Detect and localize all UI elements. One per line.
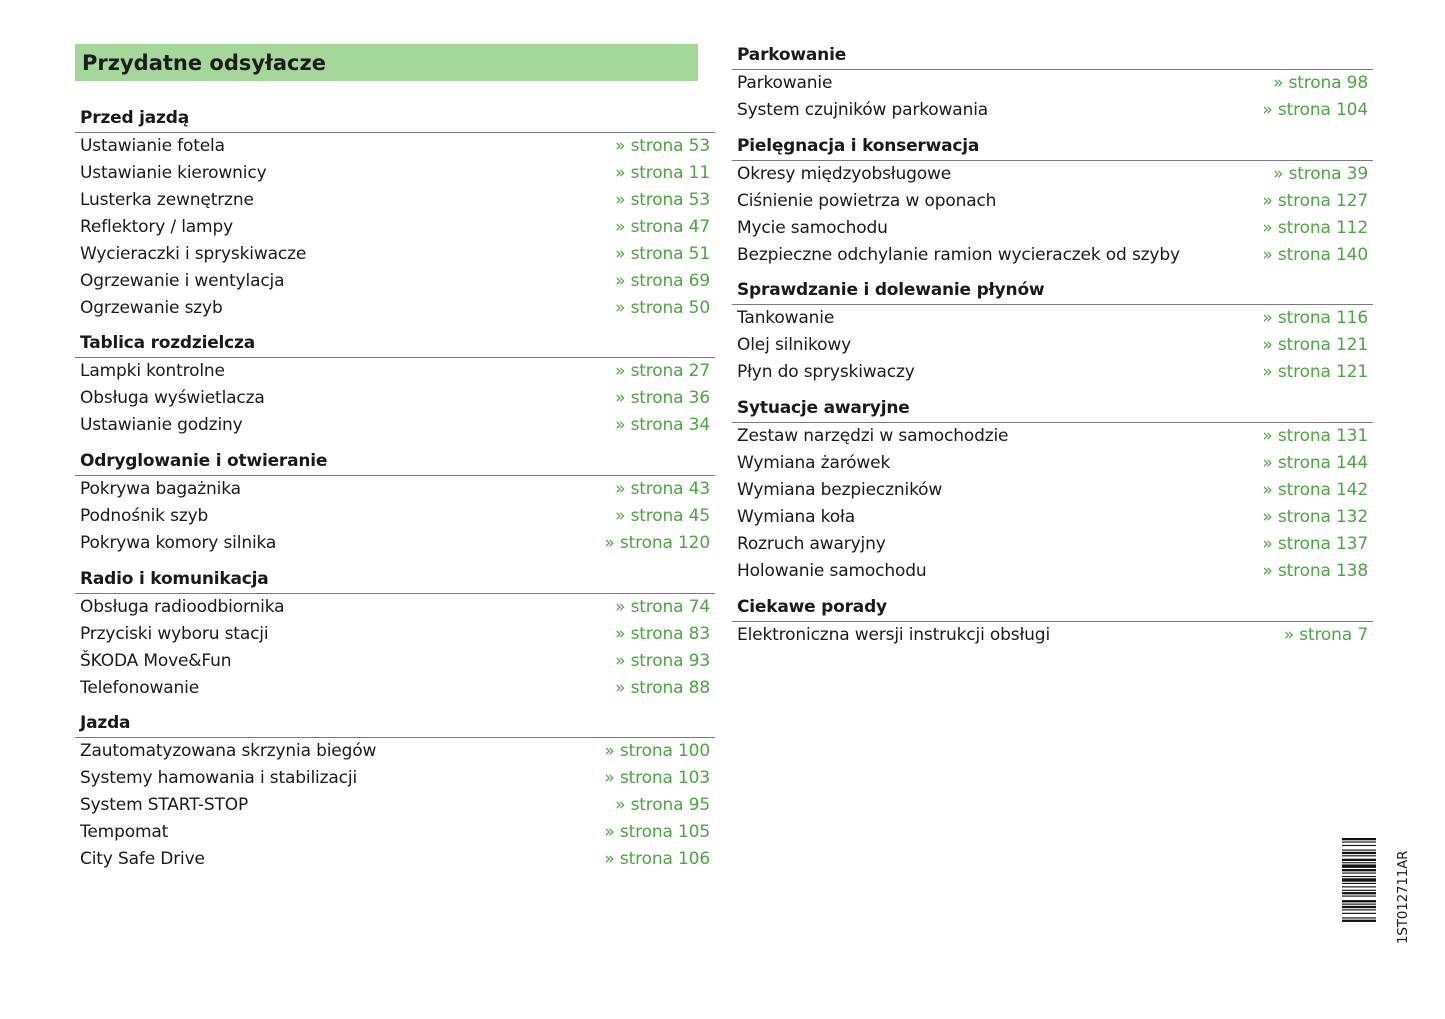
item-label: Pokrywa komory silnika [80, 533, 277, 553]
barcode-bar [1342, 852, 1376, 854]
page-reference-link[interactable]: » strona 39 [1273, 164, 1368, 184]
section-parkowanie [732, 43, 1373, 124]
page-reference-link[interactable]: » strona 100 [604, 741, 710, 761]
list-item [75, 295, 715, 322]
page-reference-link[interactable]: » strona 132 [1262, 507, 1368, 527]
list-item [732, 359, 1373, 386]
barcode-bar [1342, 904, 1376, 905]
item-label: Lampki kontrolne [80, 361, 225, 381]
page-reference-link[interactable]: » strona 93 [615, 651, 710, 671]
barcode-bar [1342, 883, 1376, 884]
item-label: Pokrywa bagażnika [80, 479, 241, 499]
barcode-bar [1342, 920, 1376, 922]
item-label: Reflektory / lampy [80, 217, 234, 237]
list-item [75, 503, 715, 530]
section-odryglowanie-i-otwieranie [75, 449, 715, 557]
list-item [732, 558, 1373, 585]
page-reference-link[interactable]: » strona 138 [1262, 561, 1368, 581]
item-label: Ustawianie fotela [80, 136, 225, 156]
page-reference-link[interactable]: » strona 53 [615, 190, 710, 210]
item-label: Parkowanie [737, 73, 833, 93]
item-label: Ogrzewanie szyb [80, 298, 223, 318]
document-code: 1ST012711AR [1395, 850, 1411, 944]
list-item [732, 332, 1373, 359]
list-item [75, 214, 715, 241]
page-reference-link[interactable]: » strona 116 [1262, 308, 1368, 328]
section-ciekawe-porady [732, 595, 1373, 649]
list-item [732, 188, 1373, 215]
section-header: Jazda [75, 711, 715, 738]
section-header: Ciekawe porady [732, 595, 1373, 622]
list-item [75, 765, 715, 792]
item-label: System czujników parkowania [737, 100, 989, 120]
section-jazda [75, 711, 715, 873]
list-item [732, 504, 1373, 531]
item-label: Telefonowanie [80, 678, 200, 698]
page-reference-link[interactable]: » strona 69 [615, 271, 710, 291]
item-label: Wymiana koła [737, 507, 855, 527]
item-label: Ogrzewanie i wentylacja [80, 271, 285, 291]
section-tablica-rozdzielcza [75, 331, 715, 439]
item-label: Podnośnik szyb [80, 506, 209, 526]
page-reference-link[interactable]: » strona 88 [615, 678, 710, 698]
list-item [75, 241, 715, 268]
section-sprawdzanie-i-dolewanie-plynow [732, 278, 1373, 386]
page-reference-link[interactable]: » strona 95 [615, 795, 710, 815]
list-item [75, 358, 715, 385]
list-item [732, 305, 1373, 332]
list-item [732, 215, 1373, 242]
barcode-bar [1342, 892, 1376, 894]
list-item [732, 531, 1373, 558]
item-label: Olej silnikowy [737, 335, 851, 355]
page-reference-link[interactable]: » strona 105 [604, 822, 710, 842]
section-header: Sprawdzanie i dolewanie płynów [732, 278, 1373, 305]
list-item [75, 385, 715, 412]
barcode-bar [1342, 900, 1376, 902]
barcode-bar [1342, 878, 1376, 881]
page-title-banner [75, 44, 698, 81]
barcode-bar [1342, 864, 1376, 867]
section-header: Parkowanie [732, 43, 1373, 70]
list-item [75, 792, 715, 819]
barcode-bar [1342, 862, 1376, 863]
item-label: Lusterka zewnętrzne [80, 190, 254, 210]
page-reference-link[interactable]: » strona 137 [1262, 534, 1368, 554]
list-item [75, 133, 715, 160]
barcode-bar [1342, 913, 1376, 914]
item-label: Wymiana bezpieczników [737, 480, 943, 500]
page-reference-link[interactable]: » strona 27 [615, 361, 710, 381]
section-header: Tablica rozdzielcza [75, 331, 715, 358]
item-label: Ciśnienie powietrza w oponach [737, 191, 997, 211]
page-reference-link[interactable]: » strona 142 [1262, 480, 1368, 500]
barcode-icon [1342, 838, 1376, 973]
barcode-bar [1342, 838, 1376, 840]
list-item [732, 70, 1373, 97]
page-reference-link[interactable]: » strona 120 [604, 533, 710, 553]
section-sytuacje-awaryjne [732, 396, 1373, 585]
item-label: Bezpieczne odchylanie ramion wycieraczek od szyby [737, 245, 1180, 265]
barcode-bar [1342, 886, 1376, 887]
barcode-bar [1342, 841, 1376, 842]
list-item [75, 819, 715, 846]
page-reference-link[interactable]: » strona 121 [1262, 335, 1368, 355]
list-item [75, 412, 715, 439]
list-item [732, 242, 1373, 269]
barcode-bar [1342, 855, 1376, 856]
page-reference-link[interactable]: » strona 98 [1273, 73, 1368, 93]
page-reference-link[interactable]: » strona 53 [615, 136, 710, 156]
section-przed-jazda [75, 106, 715, 322]
item-label: ŠKODA Move&Fun [80, 651, 232, 671]
item-label: Tankowanie [737, 308, 835, 328]
item-label: Systemy hamowania i stabilizacji [80, 768, 358, 788]
list-item [75, 594, 715, 621]
page-reference-link[interactable]: » strona 34 [615, 415, 710, 435]
item-label: Mycie samochodu [737, 218, 888, 238]
page-reference-link[interactable]: » strona 74 [615, 597, 710, 617]
page-reference-link[interactable]: » strona 103 [604, 768, 710, 788]
page-reference-link[interactable]: » strona 43 [615, 479, 710, 499]
barcode-bar [1342, 896, 1376, 897]
barcode-bar [1342, 876, 1376, 877]
page-reference-link[interactable]: » strona 47 [615, 217, 710, 237]
page-reference-link[interactable]: » strona 83 [615, 624, 710, 644]
list-item [75, 187, 715, 214]
barcode-bar [1342, 859, 1376, 861]
list-item [732, 622, 1373, 649]
item-label: City Safe Drive [80, 849, 205, 869]
page-reference-link[interactable]: » strona 7 [1283, 625, 1368, 645]
item-label: Okresy międzyobsługowe [737, 164, 952, 184]
list-item [75, 648, 715, 675]
barcode-bar [1342, 873, 1376, 874]
item-label: Płyn do spryskiwaczy [737, 362, 915, 382]
item-label: Obsługa radioodbiornika [80, 597, 285, 617]
list-item [732, 423, 1373, 450]
barcode-bar [1342, 917, 1376, 918]
page-reference-link[interactable]: » strona 104 [1262, 100, 1368, 120]
item-label: System START-STOP [80, 795, 249, 815]
barcode-bar [1342, 909, 1376, 910]
section-header: Sytuacje awaryjne [732, 396, 1373, 423]
list-item [75, 476, 715, 503]
page-title: Przydatne odsyłacze [82, 51, 326, 75]
item-label: Ustawianie godziny [80, 415, 243, 435]
item-label: Rozruch awaryjny [737, 534, 886, 554]
item-label: Wycieraczki i spryskiwacze [80, 244, 307, 264]
list-item [75, 268, 715, 295]
page-reference-link[interactable]: » strona 121 [1262, 362, 1368, 382]
section-header: Odryglowanie i otwieranie [75, 449, 715, 476]
section-radio-i-komunikacja [75, 567, 715, 702]
item-label: Elektroniczna wersji instrukcji obsługi [737, 625, 1051, 645]
list-item [75, 160, 715, 187]
list-item [75, 621, 715, 648]
item-label: Zautomatyzowana skrzynia biegów [80, 741, 377, 761]
page-reference-link[interactable]: » strona 140 [1262, 245, 1368, 265]
page-reference-link[interactable]: » strona 127 [1262, 191, 1368, 211]
barcode-bar [1342, 869, 1376, 871]
page-reference-link[interactable]: » strona 131 [1262, 426, 1368, 446]
page-reference-link[interactable]: » strona 11 [615, 163, 710, 183]
list-item [732, 450, 1373, 477]
list-item [75, 738, 715, 765]
page-reference-link[interactable]: » strona 112 [1262, 218, 1368, 238]
section-pielegnacja-i-konserwacja [732, 134, 1373, 269]
list-item [75, 675, 715, 702]
barcode-bar [1342, 906, 1376, 908]
page-reference-link[interactable]: » strona 106 [604, 849, 710, 869]
page-reference-link[interactable]: » strona 51 [615, 244, 710, 264]
section-header: Przed jazdą [75, 106, 715, 133]
item-label: Ustawianie kierownicy [80, 163, 267, 183]
barcode-bar [1342, 850, 1376, 851]
page-reference-link[interactable]: » strona 144 [1262, 453, 1368, 473]
list-item [732, 97, 1373, 124]
list-item [732, 161, 1373, 188]
page-reference-link[interactable]: » strona 50 [615, 298, 710, 318]
item-label: Obsługa wyświetlacza [80, 388, 265, 408]
barcode-bar [1342, 890, 1376, 891]
list-item [75, 530, 715, 557]
item-label: Wymiana żarówek [737, 453, 891, 473]
section-header: Radio i komunikacja [75, 567, 715, 594]
section-header: Pielęgnacja i konserwacja [732, 134, 1373, 161]
barcode-bar [1342, 845, 1376, 846]
list-item [75, 846, 715, 873]
list-item [732, 477, 1373, 504]
page-reference-link[interactable]: » strona 45 [615, 506, 710, 526]
item-label: Holowanie samochodu [737, 561, 927, 581]
item-label: Zestaw narzędzi w samochodzie [737, 426, 1009, 446]
item-label: Przyciski wyboru stacji [80, 624, 269, 644]
page-reference-link[interactable]: » strona 36 [615, 388, 710, 408]
item-label: Tempomat [80, 822, 169, 842]
